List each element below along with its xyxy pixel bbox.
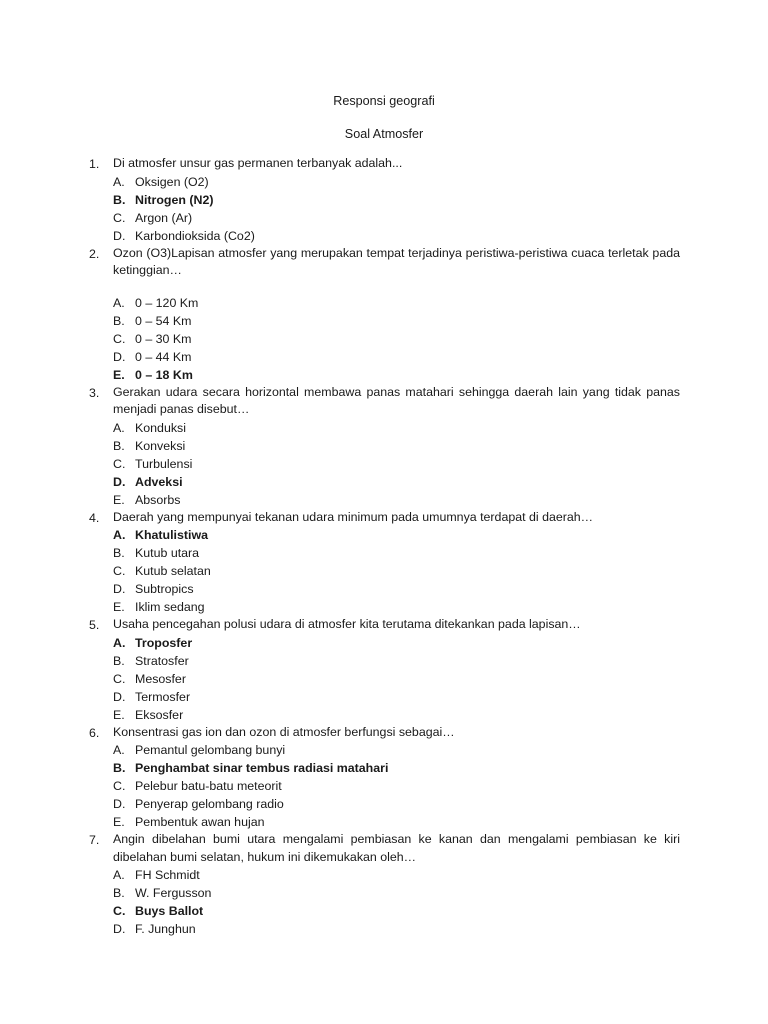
answer-option: [113, 866, 680, 884]
answer-option: [113, 173, 680, 191]
answer-option: [113, 437, 680, 455]
option-letter: D.: [113, 582, 126, 596]
option-text: Nitrogen (N2): [135, 192, 214, 207]
answer-option: [113, 795, 680, 813]
question-item: [89, 245, 680, 384]
option-text: Kutub utara: [135, 546, 200, 560]
option-text: 0 – 18 Km: [135, 367, 193, 382]
option-letter: C.: [113, 210, 126, 225]
option-letter: E.: [113, 492, 125, 507]
question-text: Daerah yang mempunyai tekanan udara minimum pada umumnya terdapat di daerah…: [113, 509, 594, 524]
question-text: Ozon (O3)Lapisan atmosfer yang merupakan tempat terjadinya peristiwa-peristiwa cuaca terletak pada ketinggian…: [113, 245, 680, 277]
option-letter: B.: [113, 761, 126, 775]
answer-option: [113, 419, 680, 437]
answer-option: [113, 491, 680, 509]
option-letter: A.: [113, 295, 125, 310]
option-text: F. Junghun: [135, 922, 196, 936]
option-text: Absorbs: [135, 492, 181, 507]
option-text: Buys Ballot: [135, 904, 204, 918]
option-text: 0 – 120 Km: [135, 295, 199, 310]
option-text: Konduksi: [135, 420, 186, 435]
option-letter: D.: [113, 922, 126, 936]
option-letter: D.: [113, 228, 126, 243]
option-letter: B.: [113, 653, 125, 668]
answer-option-correct: [113, 526, 680, 544]
option-letter: C.: [113, 779, 126, 793]
option-letter: A.: [113, 743, 125, 757]
answer-option: [113, 544, 680, 562]
option-text: Mesosfer: [135, 671, 186, 686]
spacer: [113, 280, 680, 294]
question-number: 1.: [89, 157, 100, 171]
question-number: 4.: [89, 510, 100, 525]
option-text: 0 – 44 Km: [135, 349, 192, 364]
option-letter: B.: [113, 886, 125, 900]
option-text: Karbondioksida (Co2): [135, 228, 255, 243]
option-letter: A.: [113, 528, 126, 542]
answer-option: [113, 884, 680, 902]
answer-option: [113, 670, 680, 688]
option-letter: A.: [113, 174, 125, 189]
option-letter: A.: [113, 635, 126, 650]
answer-option: [113, 227, 680, 245]
option-letter: C.: [113, 904, 126, 918]
option-text: Pemantul gelombang bunyi: [135, 743, 286, 757]
option-text: Termosfer: [135, 689, 191, 704]
option-text: W. Fergusson: [135, 886, 212, 900]
question-item: [89, 384, 680, 509]
question-number: 6.: [89, 725, 100, 740]
option-text: Khatulistiwa: [135, 528, 208, 542]
option-letter: E.: [113, 815, 125, 829]
option-text: Eksosfer: [135, 707, 184, 722]
answer-option-correct: [113, 366, 680, 384]
option-text: Troposfer: [135, 635, 193, 650]
question-item: [89, 509, 680, 617]
answer-option: [113, 652, 680, 670]
question-text: Usaha pencegahan polusi udara di atmosfer kita terutama ditekankan pada lapisan…: [113, 617, 581, 631]
option-letter: A.: [113, 868, 125, 882]
question-list: [89, 155, 680, 938]
option-text: Penyerap gelombang radio: [135, 797, 284, 811]
answer-option: [113, 741, 680, 759]
answer-option-correct: [113, 191, 680, 209]
option-letter: B.: [113, 546, 125, 560]
question-number: 7.: [89, 833, 100, 847]
answer-option: [113, 562, 680, 580]
option-text: Penghambat sinar tembus radiasi matahari: [135, 761, 389, 775]
option-text: Turbulensi: [135, 456, 193, 471]
question-item: [89, 616, 680, 724]
option-text: 0 – 54 Km: [135, 313, 192, 328]
question-text: Angin dibelahan bumi utara mengalami pembiasan ke kanan dan mengalami pembiasan ke kiri dibelahan bumi selatan, hukum ini dikemukakan oleh…: [113, 832, 680, 864]
option-text: FH Schmidt: [135, 868, 200, 882]
option-text: 0 – 30 Km: [135, 331, 192, 346]
question-number: 3.: [89, 385, 100, 400]
option-text: Iklim sedang: [135, 600, 205, 614]
document-title: Responsi geografi: [333, 94, 435, 108]
option-letter: E.: [113, 367, 125, 382]
answer-option-correct: [113, 759, 680, 777]
option-text: Oksigen (O2): [135, 174, 209, 189]
option-text: Subtropics: [135, 582, 194, 596]
option-letter: E.: [113, 707, 125, 722]
answer-option-correct: [113, 634, 680, 652]
question-number: 5.: [89, 618, 100, 632]
option-letter: C.: [113, 671, 126, 686]
option-letter: B.: [113, 438, 125, 453]
document-subtitle: Soal Atmosfer: [344, 127, 424, 141]
option-letter: E.: [113, 600, 125, 614]
option-text: Argon (Ar): [135, 210, 193, 225]
option-letter: A.: [113, 420, 125, 435]
option-letter: D.: [113, 474, 126, 489]
question-number: 2.: [89, 246, 100, 261]
answer-option: [113, 777, 680, 795]
answer-option: [113, 209, 680, 227]
answer-option-correct: [113, 473, 680, 491]
question-item: [89, 724, 680, 832]
question-text: Di atmosfer unsur gas permanen terbanyak adalah...: [113, 156, 403, 170]
answer-option-correct: [113, 902, 680, 920]
answer-option: [113, 706, 680, 724]
answer-option: [113, 580, 680, 598]
question-text: Gerakan udara secara horizontal membawa panas matahari sehingga daerah lain yang tidak panas menjadi panas disebut…: [113, 384, 680, 416]
answer-option: [113, 294, 680, 312]
answer-option: [113, 312, 680, 330]
option-text: Kutub selatan: [135, 564, 211, 578]
option-letter: C.: [113, 456, 126, 471]
option-letter: B.: [113, 192, 126, 207]
answer-option: [113, 688, 680, 706]
answer-option: [113, 348, 680, 366]
answer-option: [113, 455, 680, 473]
answer-option: [113, 813, 680, 831]
option-text: Adveksi: [135, 474, 183, 489]
answer-option: [113, 920, 680, 938]
answer-option: [113, 330, 680, 348]
option-letter: C.: [113, 564, 126, 578]
option-letter: B.: [113, 313, 125, 328]
option-letter: D.: [113, 349, 126, 364]
option-letter: C.: [113, 331, 126, 346]
answer-option: [113, 598, 680, 616]
question-item: [89, 831, 680, 938]
question-item: [89, 155, 680, 245]
option-text: Pembentuk awan hujan: [135, 815, 265, 829]
option-text: Pelebur batu-batu meteorit: [135, 779, 282, 793]
option-text: Konveksi: [135, 438, 186, 453]
option-letter: D.: [113, 689, 126, 704]
question-text: Konsentrasi gas ion dan ozon di atmosfer berfungsi sebagai…: [113, 724, 455, 739]
option-letter: D.: [113, 797, 126, 811]
option-text: Stratosfer: [135, 653, 189, 668]
